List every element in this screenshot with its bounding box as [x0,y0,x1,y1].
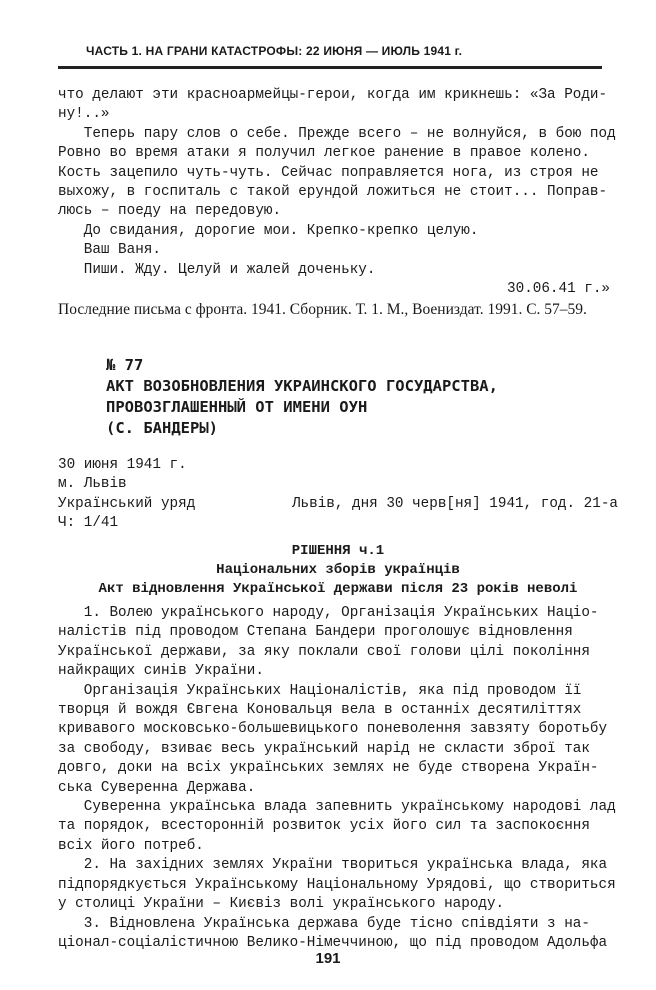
document-title-line: АКТ ВОЗОБНОВЛЕНИЯ УКРАИНСКОГО ГОСУДАРСТВА, [106,377,498,395]
letter-line: люсь – поеду на передовую. [58,203,282,220]
letter-line: Пиши. Жду. Целуй и жалей доченьку. [58,261,376,278]
body-line: у столиці України – Києвіз волі українського народу. [58,896,505,913]
letter-line: что делают эти красноармейцы-герои, когда им крикнешь: «За Роди- [58,87,608,103]
body-line: 3. Відновлена Українська держава буде тісно співдіяти з на- [58,915,590,932]
decision-heading [58,542,618,599]
letter-text [58,86,618,299]
body-line: підпорядкується Українському Національному Урядові, що створиться [58,876,616,893]
decision-subtitle-act: Акт відновлення Української держави після 23 років неволі [98,581,578,597]
body-line: творця й вождя Євгена Коновальця вела в останніх десятиліттях [58,702,582,719]
document-number: № 77 [106,356,144,374]
body-line: найкращих синів України. [58,663,264,680]
header-divider [58,66,602,69]
body-line: ська Суверенна Держава. [58,779,256,796]
body-line: налістів під проводом Степана Бандери проголошує відновлення [58,624,573,641]
letter-date: 30.06.41 г.» [507,281,610,298]
letter-line: Теперь пару слов о себе. Прежде всего – не волнуйся, в бою под [58,125,616,142]
body-line: довго, доки на всіх українських землях не буде створена Україн- [58,760,599,777]
meta-date: 30 июня 1941 г. [58,457,187,473]
body-line: кривавого московсько-большевицького поневолення завзяту боротьбу [58,721,608,738]
letter-line: выхожу, в госпиталь с такой ерундой ложиться не стоит... Поправ- [58,184,608,201]
body-line: всіх його потреб. [58,837,204,854]
running-header: ЧАСТЬ 1. НА ГРАНИ КАТАСТРОФЫ: 22 ИЮНЯ — ИЮЛЬ 1941 г. [86,44,463,58]
document-body [58,604,618,953]
body-line: Організація Українських Націоналістів, яка під проводом її [58,682,582,699]
decision-title: РІШЕННЯ ч.1 [291,543,385,559]
meta-place: м. Львів [58,476,127,493]
document-meta [58,456,618,534]
letter-line: Ровно во время атаки я получил легкое ранение в правое колено. [58,145,590,162]
meta-ref: Ч: 1/41 [58,515,119,532]
letter-line: До свидания, дорогие мои. Крепко-крепко целую. [58,222,479,239]
decision-subtitle: Національних зборів українців [216,562,460,578]
body-line: Суверенна українська влада запевнить українському народові лад [58,799,616,816]
body-line: 2. На західних землях України твориться українська влада, яка [58,857,608,874]
document-title-block [106,355,626,439]
body-line: за свободу, взиває весь український нарід не скласти зброї так [58,740,590,757]
meta-issuer: Український уряд [58,495,196,512]
letter-line: Кость зацепило чуть-чуть. Сейчас поправляется нога, из строя не [58,164,599,181]
meta-issuer-row [58,495,618,514]
document-title-line: (С. БАНДЕРЫ) [106,419,218,437]
source-citation: Последние письма с фронта. 1941. Сборник. Т. 1. М., Воениздат. 1991. С. 57–59. [58,301,587,318]
body-line: ціонал-соціалістичною Велико-Німеччиною, що під проводом Адольфа [58,934,608,951]
body-line: та порядок, всесторонній розвиток усіх його сил та заспокоєння [58,818,590,835]
body-line: 1. Волею українського народу, Організація Українських Націо- [58,605,599,621]
letter-line: ну!..» [58,106,110,123]
page-number: 191 [315,950,341,967]
document-title-line: ПРОВОЗГЛАШЕННЫЙ ОТ ИМЕНИ ОУН [106,398,368,416]
letter-line: Ваш Ваня. [58,242,161,259]
body-line: Української держави, за яку поклали свої голови цілі покоління [58,643,590,660]
meta-place-time: Львів, дня 30 черв[ня] 1941, год. 21-а [291,495,618,512]
